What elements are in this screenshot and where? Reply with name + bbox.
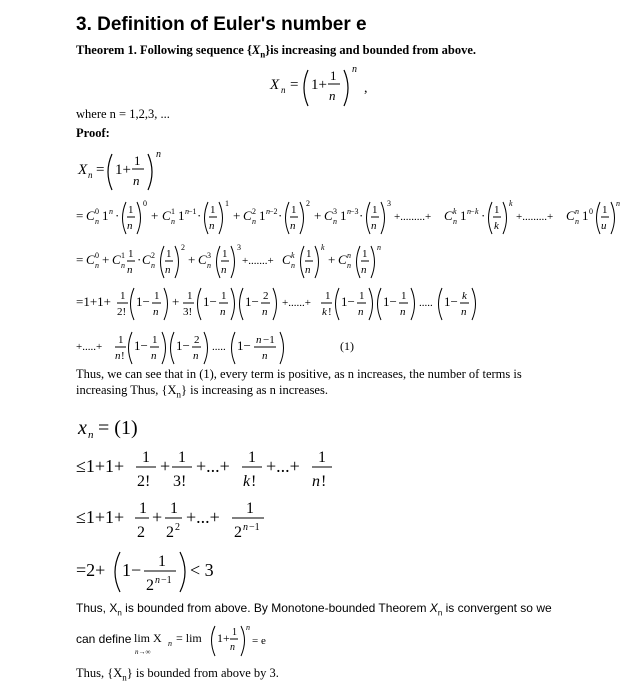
svg-text:C: C: [444, 208, 453, 223]
svg-text:3: 3: [333, 207, 337, 216]
expansion-line-3: [76, 240, 396, 284]
svg-text:1: 1: [494, 204, 500, 216]
svg-text:n: n: [290, 220, 296, 232]
svg-text:C: C: [243, 208, 252, 223]
svg-text:1: 1: [460, 208, 467, 223]
svg-text:n: n: [121, 261, 125, 270]
svg-text:n: n: [127, 220, 133, 232]
svg-text:·: ·: [278, 208, 283, 223]
svg-text:3: 3: [387, 199, 391, 208]
theorem-text-before: Theorem 1. Following sequence {: [76, 43, 252, 57]
expansion-line-4: [76, 282, 516, 326]
svg-text:+: +: [102, 252, 110, 267]
svg-text:n: n: [377, 243, 381, 252]
svg-text:−: −: [470, 207, 475, 216]
svg-text:n: n: [209, 220, 215, 232]
svg-text:=: =: [76, 208, 84, 223]
svg-text:+.......+: +.......+: [242, 255, 274, 267]
svg-text:1−: 1−: [136, 294, 150, 309]
svg-text:1: 1: [602, 204, 608, 216]
theorem-statement: [76, 43, 476, 60]
svg-text:1: 1: [259, 208, 266, 223]
svg-text:1: 1: [210, 204, 216, 216]
svg-text:1: 1: [154, 290, 160, 302]
svg-text:=1+1+: =1+1+: [76, 294, 111, 309]
bound-line-3: [76, 493, 276, 543]
svg-text:+.........+: +.........+: [394, 211, 432, 223]
svg-text:n: n: [88, 170, 93, 180]
svg-text:n: n: [252, 217, 256, 226]
svg-text:3!: 3!: [183, 306, 193, 318]
svg-text:n: n: [171, 217, 175, 226]
svg-text:k: k: [494, 220, 499, 232]
svg-text:!: !: [321, 473, 327, 490]
svg-text:k: k: [243, 473, 251, 490]
p3-text-b: } is bounded from above by 3.: [126, 666, 279, 680]
svg-text:+......+: +......+: [282, 297, 311, 309]
svg-text:·: ·: [359, 208, 364, 223]
svg-text:n: n: [193, 350, 199, 362]
svg-text:n: n: [151, 350, 157, 362]
svg-text:n: n: [243, 522, 248, 533]
svg-text:k: k: [322, 306, 327, 318]
svg-text:k: k: [291, 251, 295, 260]
svg-text:n: n: [347, 251, 351, 260]
expansion-line-1: [76, 146, 196, 194]
svg-text:1−: 1−: [134, 338, 148, 353]
svg-text:C: C: [86, 208, 95, 223]
svg-text:−1: −1: [263, 334, 275, 346]
svg-text:n: n: [220, 306, 226, 318]
svg-text:n: n: [230, 642, 235, 653]
svg-text:C: C: [282, 252, 291, 267]
svg-text:+: +: [328, 252, 336, 267]
limit-lhs-sub: n: [168, 639, 172, 648]
svg-text:n: n: [262, 306, 268, 318]
svg-text:n: n: [575, 207, 579, 216]
svg-text:1: 1: [330, 68, 337, 83]
svg-text:2: 2: [166, 524, 174, 541]
svg-text:u: u: [601, 220, 607, 232]
svg-text:2: 2: [151, 251, 155, 260]
svg-text:1: 1: [134, 153, 141, 168]
svg-text:n: n: [347, 207, 351, 216]
where-line: where n = 1,2,3, ...: [76, 107, 170, 121]
bound-line-4: [76, 546, 256, 598]
p1-line2-end: } is increasing as n increases.: [181, 383, 328, 397]
svg-text:1: 1: [118, 334, 124, 346]
svg-text:1+: 1+: [311, 77, 327, 93]
svg-text:2!: 2!: [137, 473, 151, 490]
svg-text:0: 0: [95, 207, 99, 216]
svg-text:n: n: [246, 623, 250, 632]
svg-text:n: n: [153, 306, 159, 318]
svg-text:0: 0: [95, 251, 99, 260]
svg-text:n: n: [358, 306, 364, 318]
p3-sub: n: [122, 672, 127, 683]
svg-text:2: 2: [306, 199, 310, 208]
exp-line1-lhs: X: [78, 162, 88, 178]
svg-text:k: k: [462, 290, 467, 302]
svg-text:·: ·: [481, 208, 486, 223]
svg-text:1: 1: [158, 553, 166, 570]
svg-text:1: 1: [128, 204, 134, 216]
svg-text:1−: 1−: [245, 294, 259, 309]
svg-text:n: n: [151, 261, 155, 270]
svg-text:·: ·: [197, 208, 202, 223]
svg-text:n: n: [155, 575, 160, 586]
svg-text:2: 2: [137, 524, 145, 541]
svg-text:≤1+1+: ≤1+1+: [76, 456, 125, 476]
svg-text:1+: 1+: [217, 631, 230, 645]
svg-text:1: 1: [152, 334, 158, 346]
limit-eq: = lim: [176, 631, 202, 645]
theorem-seq-var: X: [251, 43, 261, 57]
svg-text:·: ·: [115, 208, 120, 223]
svg-text:n: n: [133, 173, 140, 188]
definition-formula: [268, 62, 378, 114]
svg-text:C: C: [112, 252, 121, 267]
svg-text:1: 1: [291, 204, 297, 216]
svg-text:=: =: [96, 162, 105, 178]
paragraph-1-line-1: Thus, we can see that in (1), every term is positive, as n increases, the number of terms is: [76, 367, 522, 381]
svg-text:n: n: [616, 199, 620, 208]
svg-text:=: =: [290, 77, 299, 93]
p2-line1-b: is bounded from above. By Monotone-bounded Theorem: [121, 601, 430, 615]
bound-final-tail: < 3: [190, 560, 214, 580]
equation-label-1: (1): [340, 339, 354, 353]
svg-text:1+: 1+: [115, 162, 131, 178]
limit-formula: [134, 618, 264, 662]
bound-line1-var: x: [78, 417, 87, 439]
svg-text:=: =: [76, 252, 84, 267]
theorem-text-after: }is increasing and bounded from above.: [265, 43, 476, 57]
paragraph-2-line-2-text: can define: [76, 632, 132, 646]
svg-text:1: 1: [306, 248, 312, 260]
svg-text:n: n: [329, 88, 336, 103]
svg-text:+: +: [151, 208, 159, 223]
svg-text:C: C: [338, 252, 347, 267]
def-exponent: n: [352, 64, 357, 75]
svg-text:C: C: [142, 252, 151, 267]
svg-text:1−: 1−: [203, 294, 217, 309]
svg-text:1−: 1−: [383, 294, 397, 309]
svg-text:1: 1: [246, 500, 254, 517]
svg-text:+...+: +...+: [186, 507, 220, 527]
svg-text:+: +: [172, 294, 180, 309]
proof-label: Proof:: [76, 126, 110, 140]
svg-text:1: 1: [128, 248, 134, 260]
svg-text:1−: 1−: [237, 338, 251, 353]
svg-text:+: +: [152, 507, 163, 527]
svg-text:,: ,: [364, 81, 368, 96]
svg-text:1: 1: [120, 290, 126, 302]
svg-text:+: +: [188, 252, 196, 267]
svg-text:≤1+1+: ≤1+1+: [76, 507, 125, 527]
paragraph-1-line-2: [76, 383, 328, 400]
svg-text:2: 2: [181, 243, 185, 252]
svg-text:1: 1: [225, 199, 229, 208]
svg-text:+: +: [233, 208, 241, 223]
svg-text:+.....+: +.....+: [76, 341, 103, 353]
limit-lhs: lim X: [134, 631, 162, 645]
svg-text:1−: 1−: [176, 338, 190, 353]
limit-under: n→∞: [135, 648, 151, 656]
p1-line2-text: increasing Thus, {X: [76, 383, 177, 397]
svg-text:n: n: [185, 207, 189, 216]
svg-text:1: 1: [325, 290, 331, 302]
svg-text:C: C: [198, 252, 207, 267]
svg-text:k: k: [321, 243, 325, 252]
theorem-seq-sub: n: [260, 49, 266, 60]
svg-text:1: 1: [359, 290, 365, 302]
svg-text:3!: 3!: [173, 473, 187, 490]
bound-line-2: [76, 442, 336, 492]
svg-text:1: 1: [221, 290, 227, 302]
svg-text:C: C: [162, 208, 171, 223]
svg-text:n: n: [165, 264, 171, 276]
svg-text:2: 2: [194, 334, 200, 346]
p2-line1-c-sub: n: [437, 608, 443, 618]
p2-line1-d: is convergent so we: [442, 601, 552, 615]
svg-text:1: 1: [222, 248, 228, 260]
svg-text:n: n: [347, 261, 351, 270]
svg-text:C: C: [566, 208, 575, 223]
svg-text:1: 1: [401, 290, 407, 302]
svg-text:+...+: +...+: [196, 456, 230, 476]
svg-text:n: n: [575, 217, 579, 226]
svg-text:.....: .....: [212, 341, 226, 353]
expansion-line-2: [76, 196, 620, 240]
svg-text:2!: 2!: [117, 306, 127, 318]
svg-text:C: C: [324, 208, 333, 223]
section-title: 3. Definition of Euler's number e: [76, 14, 367, 35]
svg-text:1: 1: [248, 449, 256, 466]
svg-text:n: n: [115, 350, 121, 362]
svg-text:−1: −1: [188, 207, 197, 216]
p3-text-a: Thus, {X: [76, 666, 123, 680]
svg-text:n: n: [95, 261, 99, 270]
svg-text:n: n: [453, 217, 457, 226]
svg-text:3: 3: [237, 243, 241, 252]
p2-line1-a: Thus, X: [76, 601, 118, 615]
svg-text:=2+: =2+: [76, 560, 106, 580]
svg-text:−3: −3: [350, 207, 359, 216]
def-lhs: X: [270, 77, 280, 93]
svg-text:0: 0: [143, 199, 147, 208]
svg-text:2: 2: [234, 524, 242, 541]
svg-text:!: !: [328, 306, 332, 318]
svg-text:!: !: [251, 473, 257, 490]
svg-text:1: 1: [232, 627, 237, 638]
svg-text:1: 1: [139, 500, 147, 517]
svg-text:1: 1: [178, 208, 185, 223]
svg-text:1: 1: [171, 207, 175, 216]
p2-line1-sub: n: [117, 608, 122, 618]
bound-line1-sub: n: [88, 429, 94, 441]
svg-text:n: n: [95, 217, 99, 226]
svg-text:n: n: [361, 264, 367, 276]
svg-text:−1: −1: [161, 575, 172, 586]
svg-text:+.........+: +.........+: [516, 211, 554, 223]
svg-text:2: 2: [252, 207, 256, 216]
expansion-line-5: [76, 326, 376, 370]
svg-text:+: +: [314, 208, 322, 223]
svg-text:1: 1: [178, 449, 186, 466]
svg-text:C: C: [86, 252, 95, 267]
svg-text:1: 1: [372, 204, 378, 216]
svg-text:1: 1: [142, 449, 150, 466]
svg-text:n: n: [305, 264, 311, 276]
svg-text:n: n: [371, 220, 377, 232]
svg-text:n: n: [467, 207, 471, 216]
svg-text:1−: 1−: [122, 560, 142, 580]
svg-text:1: 1: [362, 248, 368, 260]
limit-result: = e: [252, 635, 266, 647]
svg-text:+...+: +...+: [266, 456, 300, 476]
svg-text:n: n: [291, 261, 295, 270]
svg-text:3: 3: [207, 251, 211, 260]
svg-text:n: n: [109, 207, 113, 216]
svg-text:n: n: [400, 306, 406, 318]
p1-line2-sub: n: [176, 389, 182, 400]
svg-text:1−: 1−: [444, 294, 458, 309]
svg-text:1−: 1−: [341, 294, 355, 309]
svg-text:1: 1: [166, 248, 172, 260]
bound-line1-rhs: = (1): [98, 417, 138, 439]
svg-text:n: n: [312, 473, 320, 490]
svg-text:1: 1: [582, 208, 589, 223]
svg-text:k: k: [509, 199, 513, 208]
svg-text:2: 2: [175, 522, 180, 533]
svg-text:−2: −2: [269, 207, 278, 216]
svg-text:k: k: [453, 207, 457, 216]
svg-text:1: 1: [318, 449, 326, 466]
svg-text:1: 1: [187, 290, 193, 302]
paragraph-3: [76, 666, 279, 683]
svg-text:1: 1: [121, 251, 125, 260]
bound-line-1: [76, 408, 196, 444]
svg-text:0: 0: [589, 207, 593, 216]
svg-text:n: n: [461, 306, 467, 318]
svg-text:·: ·: [137, 252, 142, 267]
svg-text:n: n: [221, 264, 227, 276]
paragraph-2-line-1: [76, 601, 552, 617]
svg-text:−1: −1: [249, 522, 260, 533]
svg-text:!: !: [121, 350, 125, 362]
svg-text:k: k: [475, 207, 479, 216]
svg-text:.....: .....: [419, 297, 433, 309]
svg-text:+: +: [160, 456, 171, 476]
svg-text:1: 1: [102, 208, 109, 223]
svg-text:n: n: [256, 334, 262, 346]
svg-text:n: n: [266, 207, 270, 216]
svg-text:1: 1: [340, 208, 347, 223]
svg-text:n: n: [207, 261, 211, 270]
p2-line1-c: X: [429, 601, 438, 615]
svg-text:n: n: [333, 217, 337, 226]
svg-text:2: 2: [263, 290, 269, 302]
svg-text:1: 1: [170, 500, 178, 517]
svg-text:n: n: [156, 149, 161, 160]
svg-text:n: n: [127, 264, 133, 276]
def-sub: n: [281, 85, 286, 95]
svg-text:2: 2: [146, 577, 154, 594]
svg-text:n: n: [262, 350, 268, 362]
